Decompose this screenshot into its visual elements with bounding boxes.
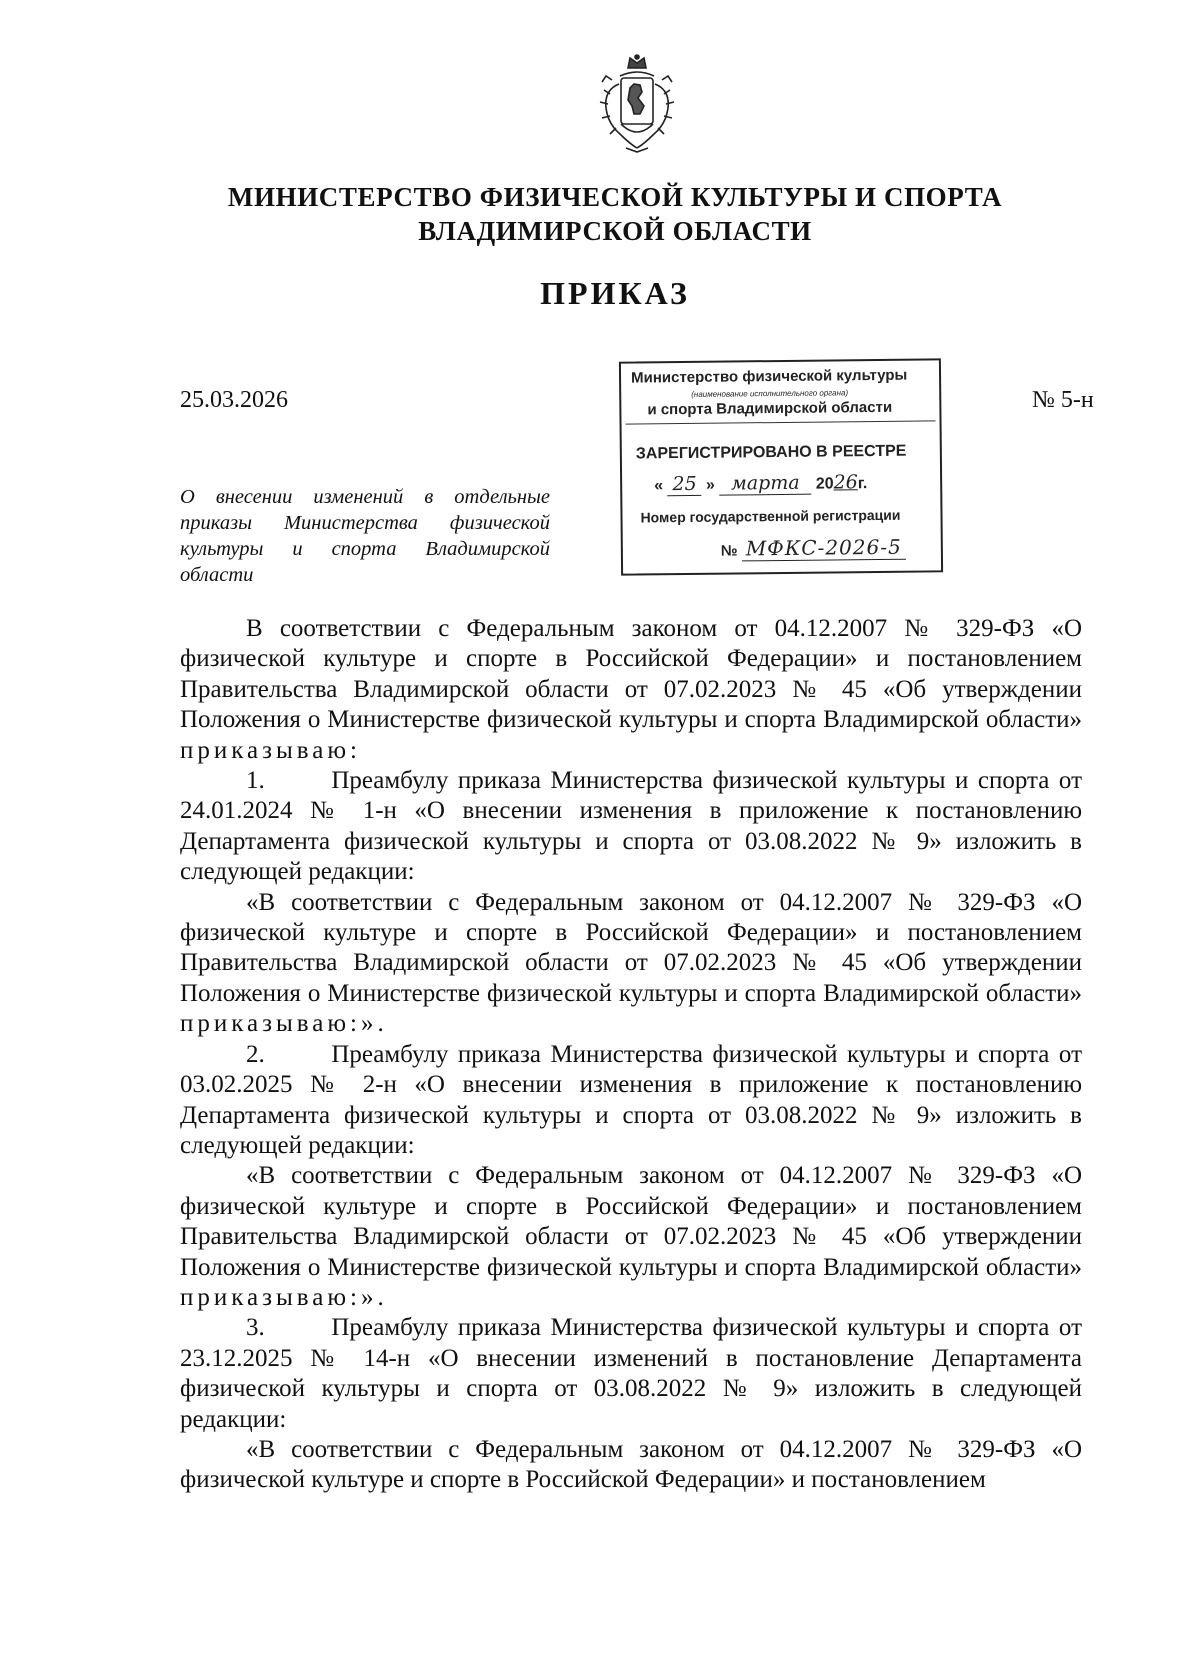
coat-of-arms-icon [590, 54, 684, 154]
decree-word: приказываю: [180, 736, 361, 764]
stamp-reg-number-label: Номер государственной регистрации [640, 506, 901, 526]
document-type-title: ПРИКАЗ [540, 275, 690, 311]
document-subject: О внесении изменений в отдельные приказы Министерства физической культуры и спорта Владимирской области [180, 486, 550, 586]
stamp-quote-close: » [705, 476, 715, 494]
item-2-number: 2. [246, 1040, 265, 1068]
item-2-paragraph [180, 1040, 1082, 1162]
stamp-quote-open: « [654, 477, 664, 495]
stamp-divider [626, 420, 936, 424]
item-1-number: 1. [246, 767, 265, 795]
ministry-name-line-2: ВЛАДИМИРСКОЙ ОБЛАСТИ [418, 216, 812, 246]
ministry-name-line-1: МИНИСТЕРСТВО ФИЗИЧЕСКОЙ КУЛЬТУРЫ И СПОРТА [227, 182, 1003, 212]
preamble-paragraph [180, 614, 1082, 766]
item-2-quote-end: приказываю:». [180, 1283, 388, 1311]
stamp-registered-label: ЗАРЕГИСТРИРОВАНО В РЕЕСТРЕ [635, 442, 907, 463]
stamp-org-line-2: и спорта Владимирской области [647, 398, 893, 419]
item-3-text: Преамбулу приказа Министерства физической культуры и спорта от 23.12.2025 № 14-н «О внесении изменений в постановление Департамента физической культуры и спорта от 03.08.2022 № 9» изложить в следующей редакции: [180, 1314, 1082, 1433]
item-2-text: Преамбулу приказа Министерства физической культуры и спорта от 03.02.2025 № 2-н «О внесении изменения в приложение к постановлению Департамента физической культуры и спорта от 03.08.2022 № 9» изложить в следующей редакции: [180, 1040, 1082, 1159]
document-body [180, 614, 1082, 1496]
stamp-handwritten-year: 26 [833, 471, 858, 494]
item-1-quote: «В соответствии с Федеральным законом от 04.12.2007 № 329-ФЗ «О физической культуре и спорте в Российской Федерации» и постановлением Правительства Владимирской области от 07.02.2023 № 45 «Об утверждении Положения о Министерстве физической культуры и спорта Владимирской области» [180, 888, 1082, 1007]
preamble-text: В соответствии с Федеральным законом от 04.12.2007 № 329-ФЗ «О физической культуре и спорте в Российской Федерации» и постановлением Правительства Владимирской области от 07.02.2023 № 45 «Об утверждении Положения о Министерстве физической культуры и спорта Владимирской области» [180, 615, 1082, 734]
item-1-text: Преамбулу приказа Министерства физической культуры и спорта от 24.01.2024 № 1-н «О внесении изменения в приложение к постановлению Департамента физической культуры и спорта от 03.08.2022 № 9» изложить в следующей редакции: [180, 767, 1082, 886]
item-3-quote: «В соответствии с Федеральным законом от 04.12.2007 № 329-ФЗ «О физической культуре и спорте в Российской Федерации» и постановлением [180, 1435, 1082, 1494]
item-3-number: 3. [246, 1314, 265, 1342]
item-3-quote-paragraph [180, 1435, 1082, 1496]
stamp-reg-number [721, 535, 906, 562]
stamp-handwritten-reg-number: МФКС-2026-5 [742, 535, 906, 562]
ministry-name [180, 180, 1050, 248]
registration-stamp [619, 358, 943, 575]
stamp-registration-date [654, 471, 867, 496]
item-2-quote-paragraph [180, 1161, 1082, 1313]
stamp-reg-no-label: № [720, 542, 738, 560]
document-number: № 5-н [1032, 387, 1094, 413]
item-1-paragraph [180, 766, 1082, 888]
stamp-handwritten-month: марта [719, 472, 811, 496]
stamp-handwritten-day: 25 [667, 473, 701, 496]
stamp-year-prefix: 20 [815, 475, 834, 493]
item-2-quote: «В соответствии с Федеральным законом от 04.12.2007 № 329-ФЗ «О физической культуре и спорте в Российской Федерации» и постановлением Правительства Владимирской области от 07.02.2023 № 45 «Об утверждении Положения о Министерстве физической культуры и спорта Владимирской области» [180, 1162, 1082, 1281]
stamp-year-end: г. [857, 475, 868, 493]
stamp-org-hint: (наименование исполнительного органа) [691, 388, 849, 399]
item-1-quote-paragraph [180, 888, 1082, 1040]
item-1-quote-end: приказываю:». [180, 1010, 388, 1038]
document-date: 25.03.2026 [180, 387, 288, 413]
stamp-org-line-1: Министерство физической культуры [630, 366, 908, 387]
item-3-paragraph [180, 1313, 1082, 1435]
